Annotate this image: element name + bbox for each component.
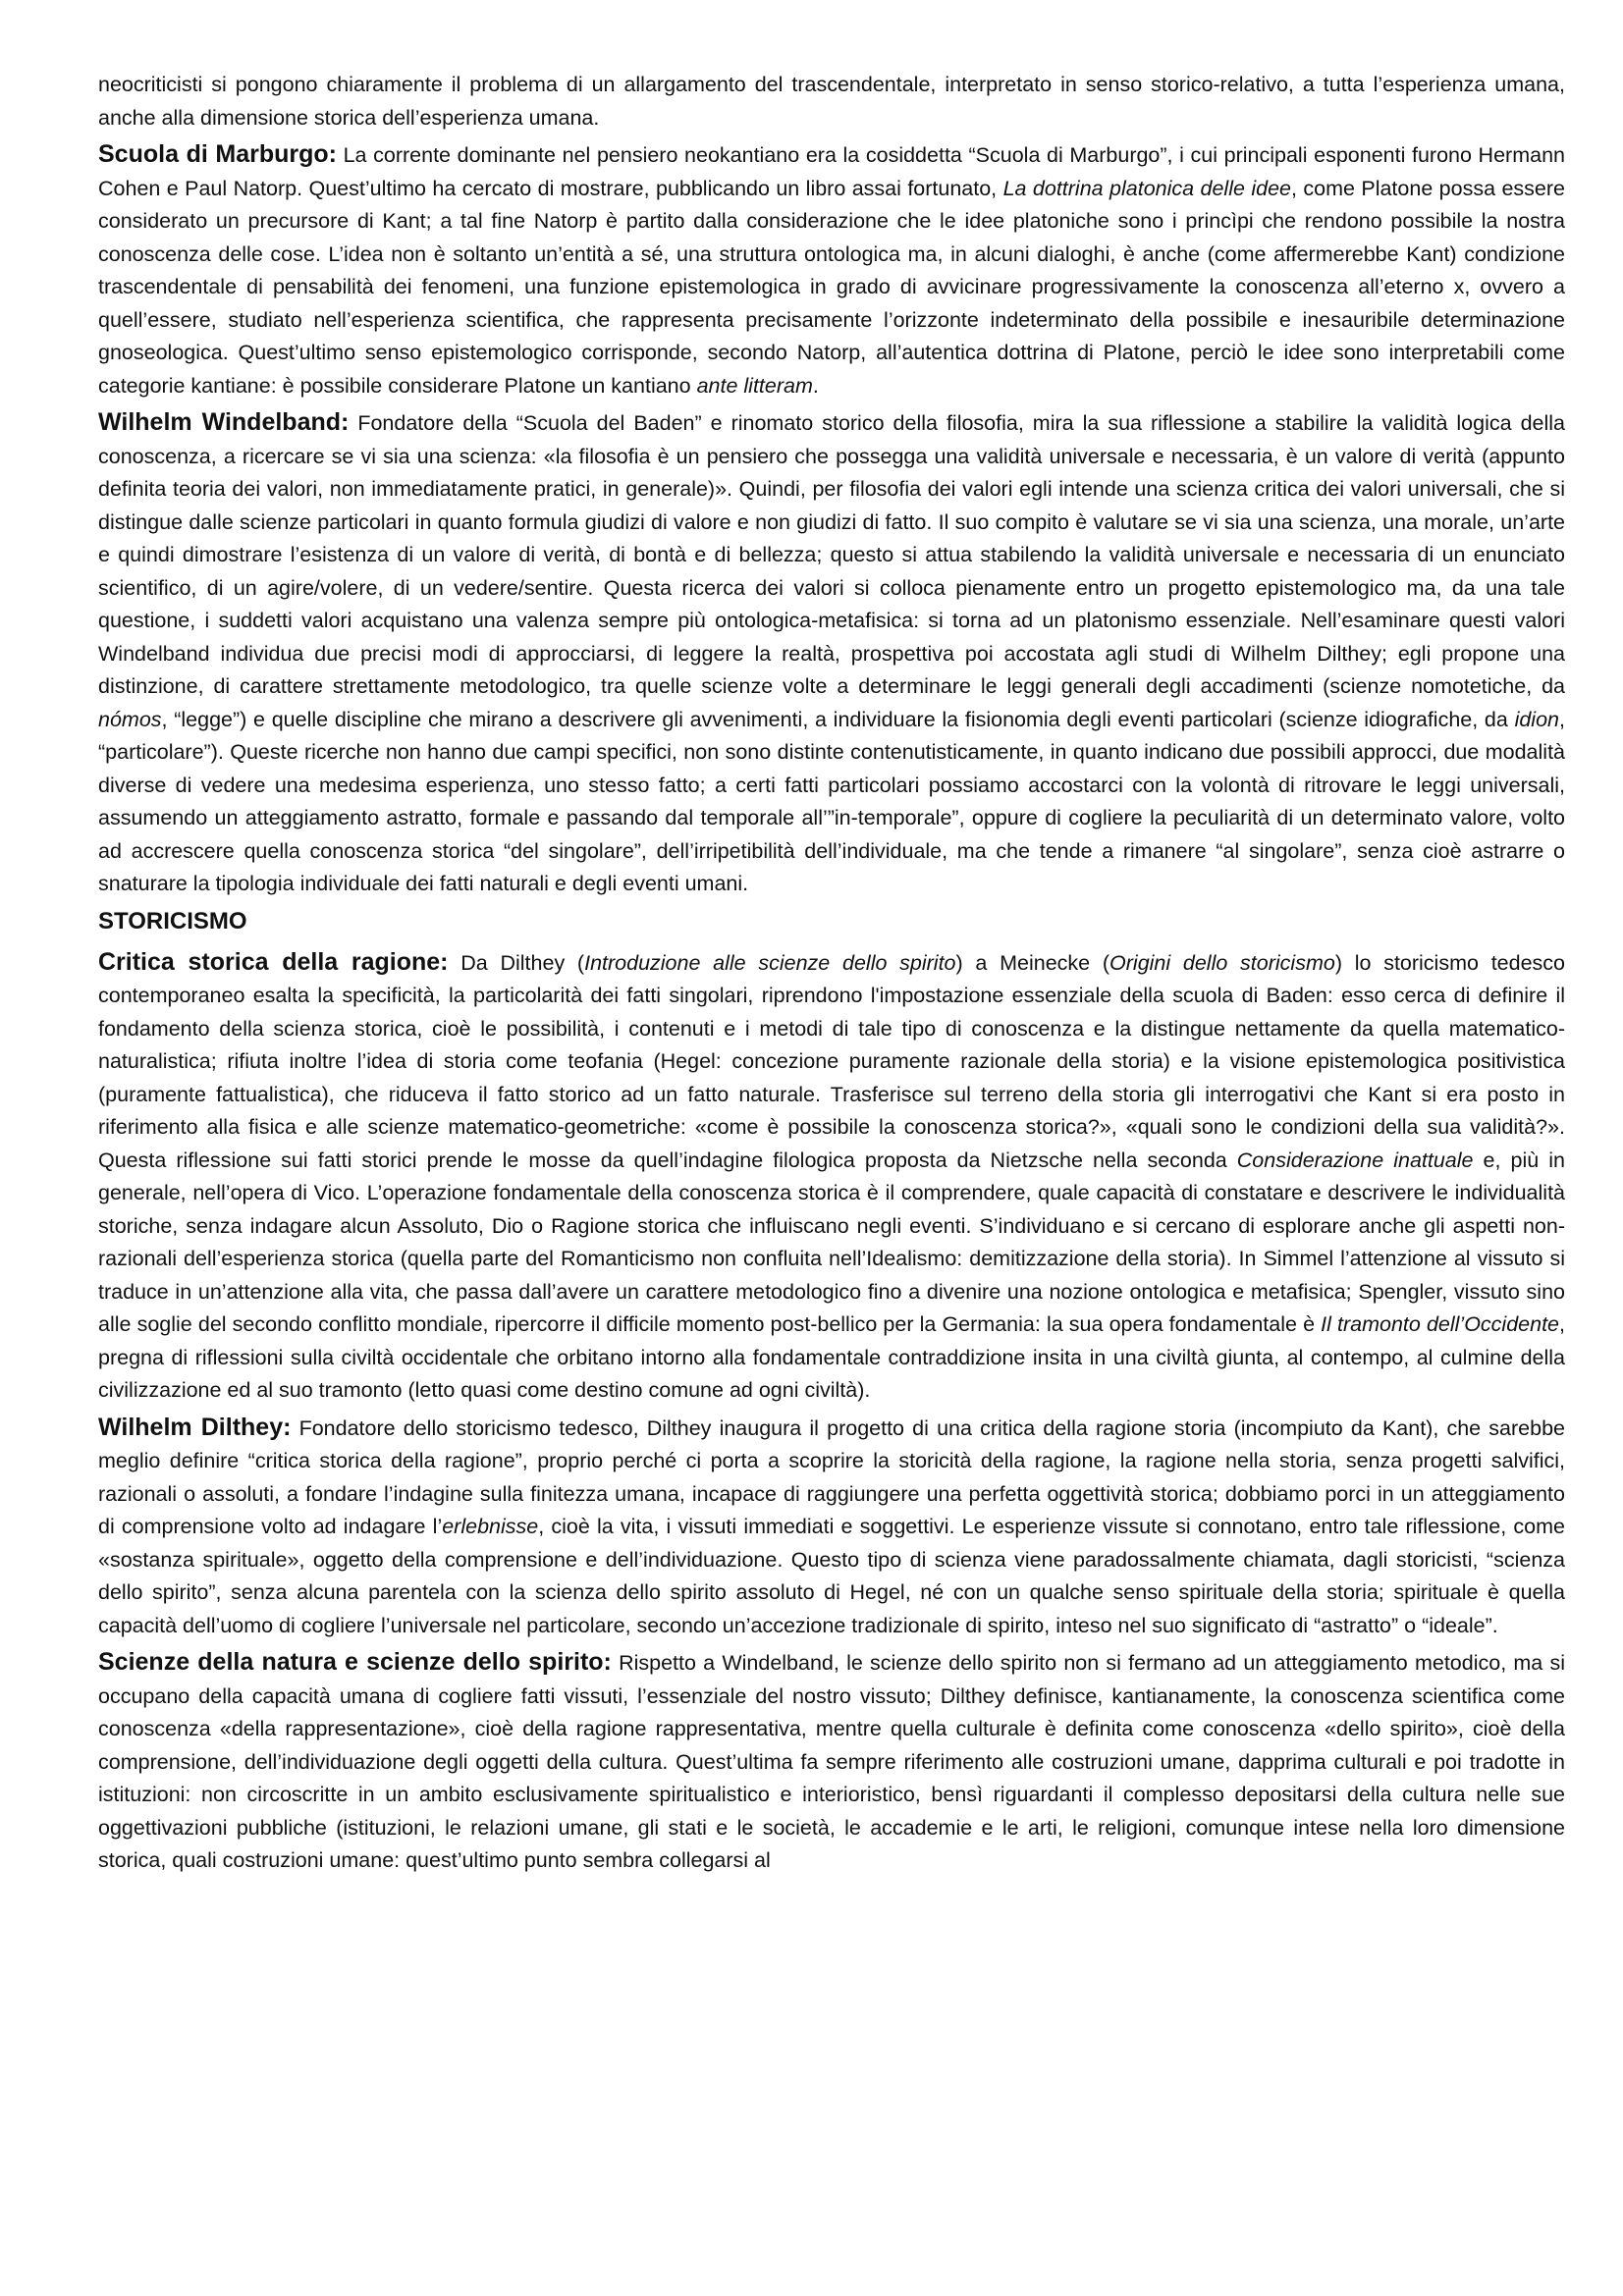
- heading-scuola-di-marburgo: Scuola di Marburgo:: [98, 140, 337, 168]
- paragraph-critica-storica: [98, 946, 1565, 1408]
- book-title-considerazione: Considerazione inattuale: [1236, 1148, 1474, 1172]
- heading-critica-storica: Critica storica della ragione:: [98, 947, 449, 976]
- paragraph-text: , come Platone possa essere considerato un precursore di Kant; a tal fine Natorp è partito dalla considerazione che le idee platoniche sono i princìpi che rendono possibile la nostra conoscenza delle cose. L’idea non è soltanto un’entità a sé, una struttura ontologica ma, in alcuni dialoghi, è anche (come affermerebbe Kant) condizione trascendentale di pensabilità dei fenomeni, una funzione epistemologica in grado di avvicinare progressivamente la conoscenza all’eterno x, ovvero a quell’essere, studiato nell’esperienza scientifica, che rappresenta precisamente l’orizzonte indeterminato della possibile e inesauribile determinazione gnoseologica. Quest’ultimo senso epistemologico corrisponde, secondo Natorp, all’autentica dottrina di Platone, perciò le idee sono interpretabili come categorie kantiane: è possibile considerare Platone un kantiano: [98, 176, 1565, 398]
- paragraph-text: e, più in generale, nell’opera di Vico. L’operazione fondamentale della conoscenza storica è il comprendere, quale capacità di constatare e descrivere le individualità storiche, senza indagare alcun Assoluto, Dio o Ragione storica che influiscano negli eventi. S’individuano e si cercano di esplorare anche gli aspetti non-razionali dell’esperienza storica (quella parte del Romanticismo non confluita nell’Idealismo: demitizzazione della storia). In Simmel l’attenzione al vissuto si traduce in un’attenzione alla vita, che passa dall’avere un carattere metodologico fino a divenire una nozione ontologica e metafisica; Spengler, vissuto sino alle soglie del secondo conflitto mondiale, ripercorre il difficile momento post-bellico per la Germania: la sua opera fondamentale è: [98, 1148, 1565, 1336]
- paragraph-scuola-di-marburgo: [98, 138, 1565, 402]
- italic-ante-litteram: ante litteram: [696, 373, 813, 398]
- paragraph-wilhelm-dilthey: [98, 1412, 1565, 1643]
- paragraph-text: Rispetto a Windelband, le scienze dello spirito non si fermano ad un atteggiamento metodico, ma si occupano della capacità umana di cogliere fatti vissuti, l’essenziale del nostro vissuto; Dilthey definisce, kantianamente, la conoscenza scientifica come conoscenza «della rappresentazione», cioè della ragione rappresentativa, mentre quella culturale è definita come conoscenza «dello spirito», cioè della comprensione, dell’individuazione degli oggetti della cultura. Quest’ultima fa sempre riferimento alle costruzioni umane, dapprima culturali e poi tradotte in istituzioni: non circoscritte in un ambito esclusivamente spiritualistico e interioristico, bensì riguardanti il complesso depositarsi della cultura nelle sue oggettivazioni pubbliche (istituzioni, le relazioni umane, gli stati e le società, le accademie e le arti, le religioni, comunque intese nella loro dimensione storica, quali costruzioni umane: quest’ultimo punto sembra collegarsi al: [98, 1651, 1565, 1872]
- book-title-tramonto: Il tramonto dell’Occidente: [1321, 1312, 1560, 1336]
- italic-idion: idion: [1514, 707, 1560, 731]
- paragraph-neocriticisti: [98, 69, 1565, 134]
- book-title-origini: Origini dello storicismo: [1109, 950, 1335, 975]
- paragraph-text: , cioè la vita, i vissuti immediati e soggettivi. Le esperienze vissute si connotano, entro tale riflessione, come «sostanza spirituale», oggetto della comprensione e dell’individuazione. Questo tipo di scienza viene paradossalmente chiamata, dagli storicisti, “scienza dello spirito”, senza alcuna parentela con la scienza dello spirito assoluto di Hegel, né con un qualche senso spirituale della storia; spirituale è quella capacità dell’uomo di cogliere l’universale nel particolare, secondo un’accezione tradizionale di spirito, inteso nel suo significato di “astratto” o “ideale”.: [98, 1515, 1565, 1637]
- document-page: [98, 69, 1565, 1882]
- paragraph-text: Da Dilthey (: [448, 950, 585, 975]
- heading-wilhelm-dilthey: Wilhelm Dilthey:: [98, 1413, 292, 1441]
- paragraph-text: ) a Meinecke (: [955, 950, 1110, 975]
- italic-nomos: nómos: [98, 707, 162, 731]
- paragraph-text: .: [812, 373, 819, 398]
- paragraph-text: Fondatore della “Scuola del Baden” e rinomato storico della filosofia, mira la sua riflessione a stabilire la validità logica della conoscenza, a ricercare se vi sia una scienza: «la filosofia è un pensiero che possegga una validità universale e necessaria, è un valore di verità (appunto definita teoria dei valori, non immediatamente pratici, in generale)». Quindi, per filosofia dei valori egli intende una scienza critica dei valori universali, che si distingue dalle scienze particolari in quanto formula giudizi di valore e non giudizi di fatto. Il suo compito è valutare se vi sia una scienza, una morale, un’arte e quindi dimostrare l’esistenza di un valore di verità, di bontà e di bellezza; questo si attua stabilendo la validità universale e necessaria di un enunciato scientifico, di un agire/volere, di un vedere/sentire. Questa ricerca dei valori si colloca pienamente entro un progetto epistemologico ma, da una tale questione, i suddetti valori acquistano una valenza sempre più ontologica-metafisica: si torna ad un platonismo essenziale. Nell’esaminare questi valori Windelband individua due precisi modi di approcciarsi, di leggere la realtà, prospettiva poi accostata agli studi di Wilhelm Dilthey; egli propone una distinzione, di carattere strettamente metodologico, tra quelle scienze volte a determinare le leggi generali degli accadimenti (scienze nomotetiche, da: [98, 411, 1565, 698]
- paragraph-text: , pregna di riflessioni sulla civiltà occidentale che orbitano intorno alla fondamentale contraddizione insita in una civiltà giunta, al contempo, al culmine della civilizzazione ed al suo tramonto (letto quasi come destino comune ad ogni civiltà).: [98, 1312, 1565, 1402]
- paragraph-text: La corrente dominante nel pensiero neokantiano era la cosiddetta “Scuola di Marburgo”, i cui principali esponenti furono Hermann Cohen e Paul Natorp. Quest’ultimo ha cercato di mostrare, pubblicando un libro assai fortunato,: [98, 143, 1565, 200]
- paragraph-text: ) lo storicismo tedesco contemporaneo esalta la specificità, la particolarità dei fatti singolari, riprendono l'impostazione essenziale della scuola di Baden: esso cerca di definire il fondamento della scienza storica, cioè le possibilità, i contenuti e i metodi di tale tipo di conoscenza e la distingue nettamente da quella matematico-naturalistica; rifiuta inoltre l’idea di storia come teofania (Hegel: concezione puramente razionale della storia) e la visione epistemologica positivistica (puramente fattualistica), che riduceva il fatto storico ad un fatto naturale. Trasferisce sul terreno della storia gli interrogativi che Kant si era posto in riferimento alla fisica e alle scienze matematico-geometriche: «come è possibile la conoscenza storica?», «quali sono le condizioni della sua validità?». Questa riflessione sui fatti storici prende le mosse da quell’indagine filologica proposta da Nietzsche nella seconda: [98, 950, 1565, 1172]
- heading-scienze-natura-spirito: Scienze della natura e scienze dello spirito:: [98, 1648, 612, 1676]
- book-title-dottrina-platonica: La dottrina platonica delle idee: [1002, 176, 1291, 200]
- paragraph-text: , “legge”) e quelle discipline che mirano a descrivere gli avvenimenti, a individuare la fisionomia degli eventi particolari (scienze idiografiche, da: [161, 707, 1515, 731]
- book-title-introduzione: Introduzione alle scienze dello spirito: [584, 950, 956, 975]
- italic-erlebnisse: erlebnisse: [442, 1515, 539, 1538]
- paragraph-scienze-natura-spirito: [98, 1646, 1565, 1878]
- paragraph-wilhelm-windelband: [98, 406, 1565, 901]
- section-title-storicismo: STORICISMO: [98, 907, 247, 934]
- paragraph-text: neocriticisti si pongono chiaramente il problema di un allargamento del trascendentale, interpretato in senso storico-relativo, a tutta l’esperienza umana, anche alla dimensione storica dell’esperienza umana.: [98, 73, 1565, 130]
- paragraph-text: Fondatore dello storicismo tedesco, Dilthey inaugura il progetto di una critica della ragione storia (incompiuto da Kant), che sarebbe meglio definire “critica storica della ragione”, proprio perché ci porta a scoprire la storicità della ragione, la ragione nella storia, senza progetti salvifici, razionali o assoluti, a fondare l’indagine sulla finitezza umana, incapace di raggiungere una perfetta oggettività storica; dobbiamo porci in un atteggiamento di comprensione volto ad indagare l’: [98, 1415, 1565, 1538]
- paragraph-text: , “particolare”). Queste ricerche non hanno due campi specifici, non sono distinte contenutisticamente, in quanto indicano due possibili approcci, due modalità diverse di vedere una medesima esperienza, uno stesso fatto; a certi fatti particolari possiamo accostarci con la volontà di ritrovare le leggi universali, assumendo un atteggiamento astratto, formale e passando dal temporale all’”in-temporale”, oppure di cogliere la peculiarità di un determinato valore, volto ad accrescere quella conoscenza storica “del singolare”, dell’irripetibilità dell’individuale, ma che tende a rimanere “al singolare”, senza cioè astrarre o snaturare la tipologia individuale dei fatti naturali e degli eventi umani.: [98, 707, 1565, 895]
- heading-wilhelm-windelband: Wilhelm Windelband:: [98, 408, 350, 436]
